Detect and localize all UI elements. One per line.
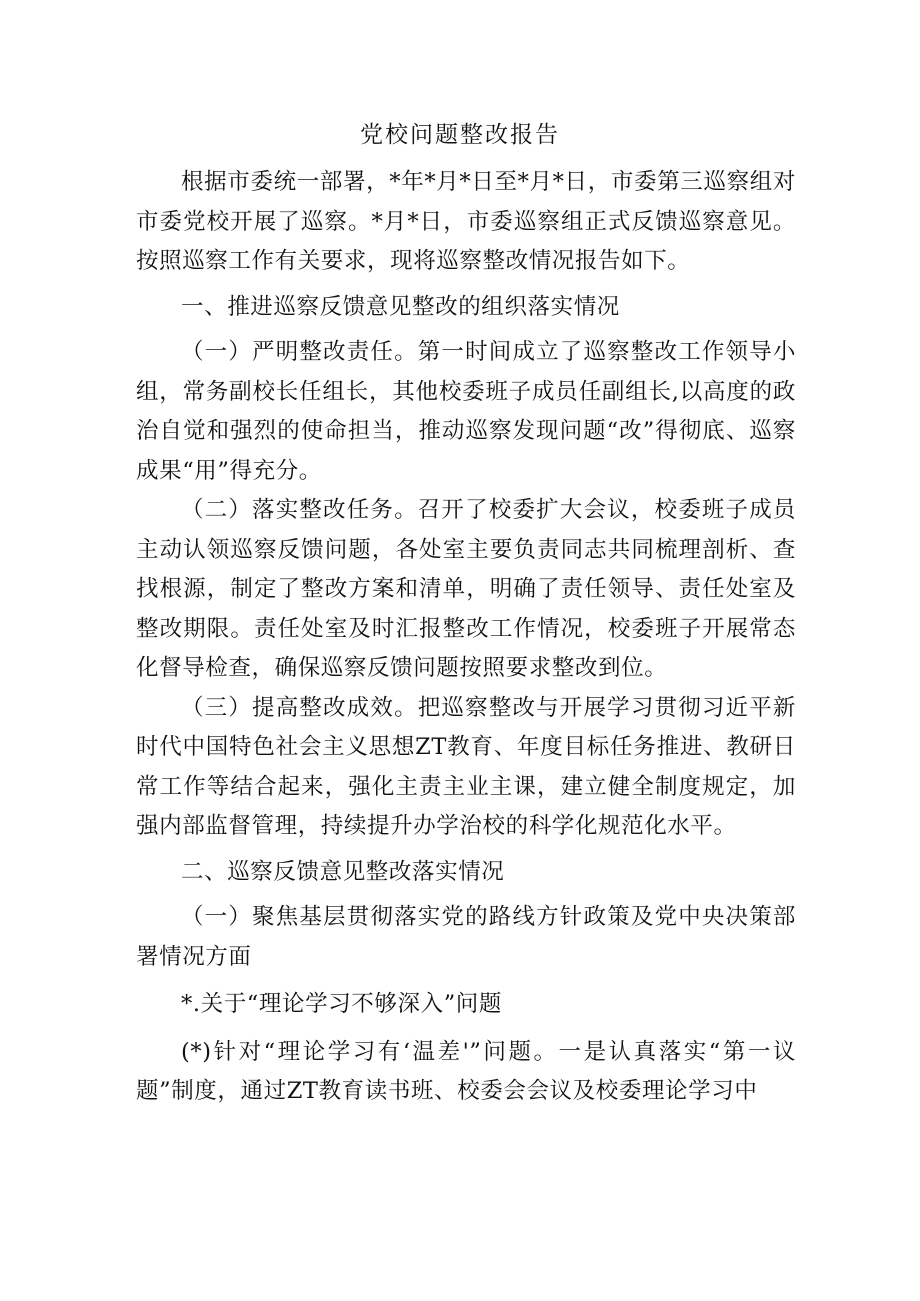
paragraph-1-3: （三）提高整改成效。把巡察整改与开展学习贯彻习近平新时代中国特色社会主义思想ZT教育、年度目标任务推进、教研日常工作等结合起来，强化主责主业主课，建立健全制度规定，加强内部监督管理，持续提升办学治校的科学化规范化水平。 bbox=[136, 694, 796, 839]
section-heading-2: 二、巡察反馈意见整改落实情况 bbox=[181, 858, 505, 885]
issue-heading: *.关于“理论学习不够深入”问题 bbox=[181, 991, 503, 1017]
intro-paragraph: 根据市委统一部署，*年*月*日至*月*日，市委第三巡察组对市委党校开展了巡察。*月*日，市委巡察组正式反馈巡察意见。按照巡察工作有关要求，现将巡察整改情况报告如下。 bbox=[136, 169, 796, 274]
paragraph-1-2: （二）落实整改任务。召开了校委扩大会议，校委班子成员主动认领巡察反馈问题，各处室主要负责同志共同梳理剖析、查找根源，制定了整改方案和清单，明确了责任领导、责任处室及整改期限。责任处室及时汇报整改工作情况，校委班子开展常态化督导检查，确保巡察反馈问题按照要求整改到位。 bbox=[136, 497, 796, 681]
issue-paragraph: (*)针对“理论学习有‘温差'”问题。一是认真落实“第一议题”制度，通过ZT教育读书班、校委会会议及校委理论学习中 bbox=[136, 1038, 796, 1104]
document-body bbox=[136, 163, 796, 1112]
subsection-heading-2-1: （一）聚焦基层贯彻落实党的路线方针政策及党中央决策部署情况方面 bbox=[136, 904, 796, 970]
section-heading-1: 一、推进巡察反馈意见整改的组织落实情况 bbox=[181, 293, 620, 320]
paragraph-1-1: （一）严明整改责任。第一时间成立了巡察整改工作领导小组，常务副校长任组长，其他校委班子成员任副组长,以高度的政治自觉和强烈的使命担当，推动巡察发现问题“改”得彻底、巡察成果“用”得充分。 bbox=[136, 339, 796, 484]
document-title: 党校问题整改报告 bbox=[360, 122, 560, 148]
